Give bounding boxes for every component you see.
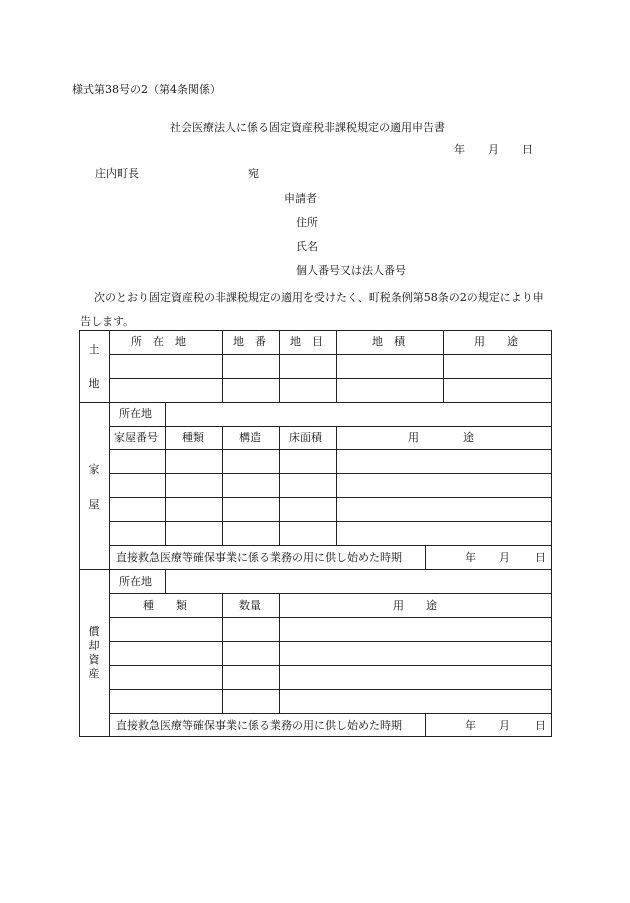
house-label-2: 屋 [88,498,100,511]
land-header-use: 用 途 [474,335,518,348]
land-header-location: 所 在 地 [131,335,186,348]
house-location-label: 所在地 [119,407,152,420]
land-label-1: 土 [88,343,100,356]
statement [80,286,550,334]
addressee-honorific: 宛 [248,167,259,180]
house-header-number: 家屋番号 [114,431,158,444]
depreciable-start-month: 月 [499,719,510,732]
depreciable-location-label: 所在地 [119,575,152,588]
depreciable-header-use: 用 途 [393,599,437,612]
depreciable-header-quantity: 数量 [239,599,261,612]
depreciable-start-year: 年 [465,719,476,732]
date-year: 年 [454,143,465,156]
house-header-floor-area: 床面積 [289,431,322,444]
depreciable-start-day: 日 [535,719,546,732]
applicant-number: 個人番号又は法人番号 [296,264,406,277]
depreciable-header-type: 種 類 [143,599,187,612]
house-label-1: 家 [88,463,100,476]
house-start-month: 月 [499,551,510,564]
land-header-area: 地 積 [372,335,405,348]
land-header-land-category: 地 目 [290,335,323,348]
house-start-day: 日 [535,551,546,564]
form-number: 様式第38号の2（第4条関係） [72,83,221,96]
applicant-address: 住所 [296,216,318,229]
addressee-name: 庄内町長 [95,167,139,180]
document-title: 社会医療法人に係る固定資産税非課税規定の適用申告書 [170,121,445,134]
house-header-type: 種類 [182,431,204,444]
house-header-use: 用 途 [408,431,474,444]
house-header-structure: 構造 [239,431,261,444]
land-header-lot-number: 地 番 [233,335,266,348]
date-month: 月 [488,143,499,156]
date-day: 日 [522,143,533,156]
depreciable-start-label: 直接救急医療等確保事業に係る業務の用に供し始めた時期 [116,719,402,732]
statement-text: 次のとおり固定資産税の非課税規定の適用を受けたく、町税条例第58条の2の規定により申告します。 [80,291,544,328]
application-table [79,330,552,737]
land-label-2: 地 [88,377,100,390]
house-start-label: 直接救急医療等確保事業に係る業務の用に供し始めた時期 [116,551,402,564]
applicant-label: 申請者 [284,192,317,205]
depreciable-label: 償却資産 [88,625,100,680]
house-start-year: 年 [465,551,476,564]
applicant-name: 氏名 [296,240,318,253]
